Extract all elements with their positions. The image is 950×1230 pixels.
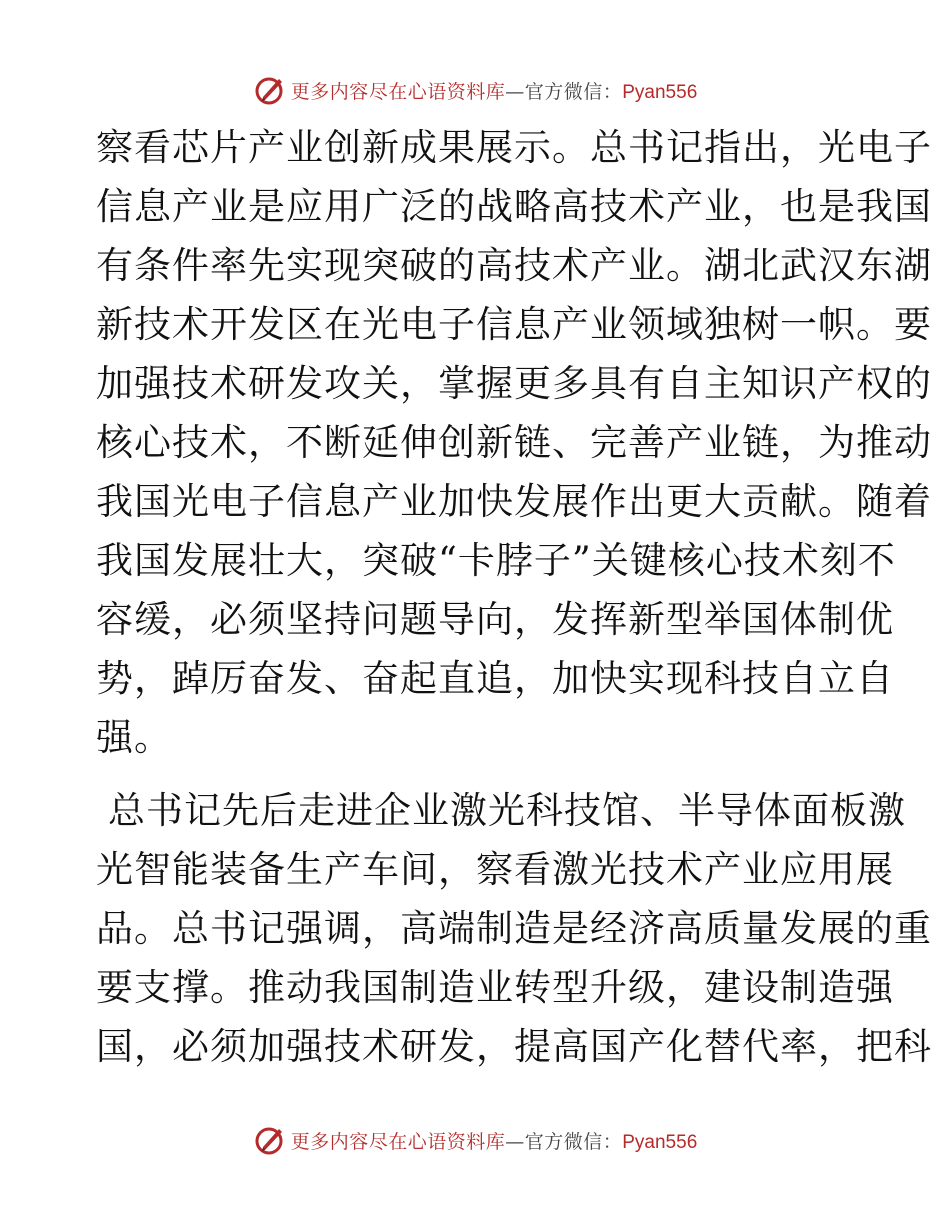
text-line: 强。	[96, 716, 172, 759]
text-line: 核心技术，不断延伸创新链、完善产业链，为推动	[96, 421, 932, 464]
paragraph-gap	[96, 767, 856, 781]
header-brand-main: 更多内容尽在心语资料库	[290, 80, 506, 103]
footer-brand-main: 更多内容尽在心语资料库	[290, 1130, 506, 1153]
text-line: 品。总书记强调，高端制造是经济高质量发展的重	[96, 907, 932, 950]
text-line: 新技术开发区在光电子信息产业领域独树一帜。要	[96, 303, 932, 346]
text-line: 我国发展壮大，突破“卡脖子”关键核心技术刻不	[96, 539, 896, 582]
quill-logo-icon	[253, 1123, 287, 1157]
footer-account-label: 官方微信：	[524, 1130, 623, 1153]
header-brand	[291, 77, 698, 104]
text-line: 信息产业是应用广泛的战略高技术产业，也是我国	[96, 185, 932, 228]
footer-account-handle: Pyan556	[622, 1131, 698, 1153]
text-line: 总书记先后走进企业激光科技馆、半导体面板激	[108, 789, 906, 832]
header-separator: —	[505, 80, 525, 103]
text-line: 有条件率先实现突破的高技术产业。湖北武汉东湖	[96, 244, 932, 287]
paragraph-1	[96, 118, 932, 767]
page-footer	[0, 1120, 950, 1160]
paragraph-2	[96, 781, 932, 1076]
text-line: 容缓，必须坚持问题导向，发挥新型举国体制优	[96, 598, 894, 641]
footer-separator: —	[505, 1130, 525, 1153]
text-line: 察看芯片产业创新成果展示。总书记指出，光电子	[96, 126, 932, 169]
text-line: 光智能装备生产车间，察看激光技术产业应用展	[96, 848, 894, 891]
header-account-label: 官方微信：	[524, 80, 623, 103]
document-body	[96, 118, 932, 1076]
text-line: 国，必须加强技术研发，提高国产化替代率，把科	[96, 1025, 932, 1068]
header-account-handle: Pyan556	[622, 81, 698, 103]
text-line: 加强技术研发攻关，掌握更多具有自主知识产权的	[96, 362, 932, 405]
text-line: 要支撑。推动我国制造业转型升级，建设制造强	[96, 966, 894, 1009]
text-line: 势，踔厉奋发、奋起直追，加快实现科技自立自	[96, 657, 894, 700]
page-header	[0, 70, 950, 110]
quill-logo-icon	[253, 73, 287, 107]
text-line: 我国光电子信息产业加快发展作出更大贡献。随着	[96, 480, 932, 523]
footer-brand	[291, 1127, 698, 1154]
